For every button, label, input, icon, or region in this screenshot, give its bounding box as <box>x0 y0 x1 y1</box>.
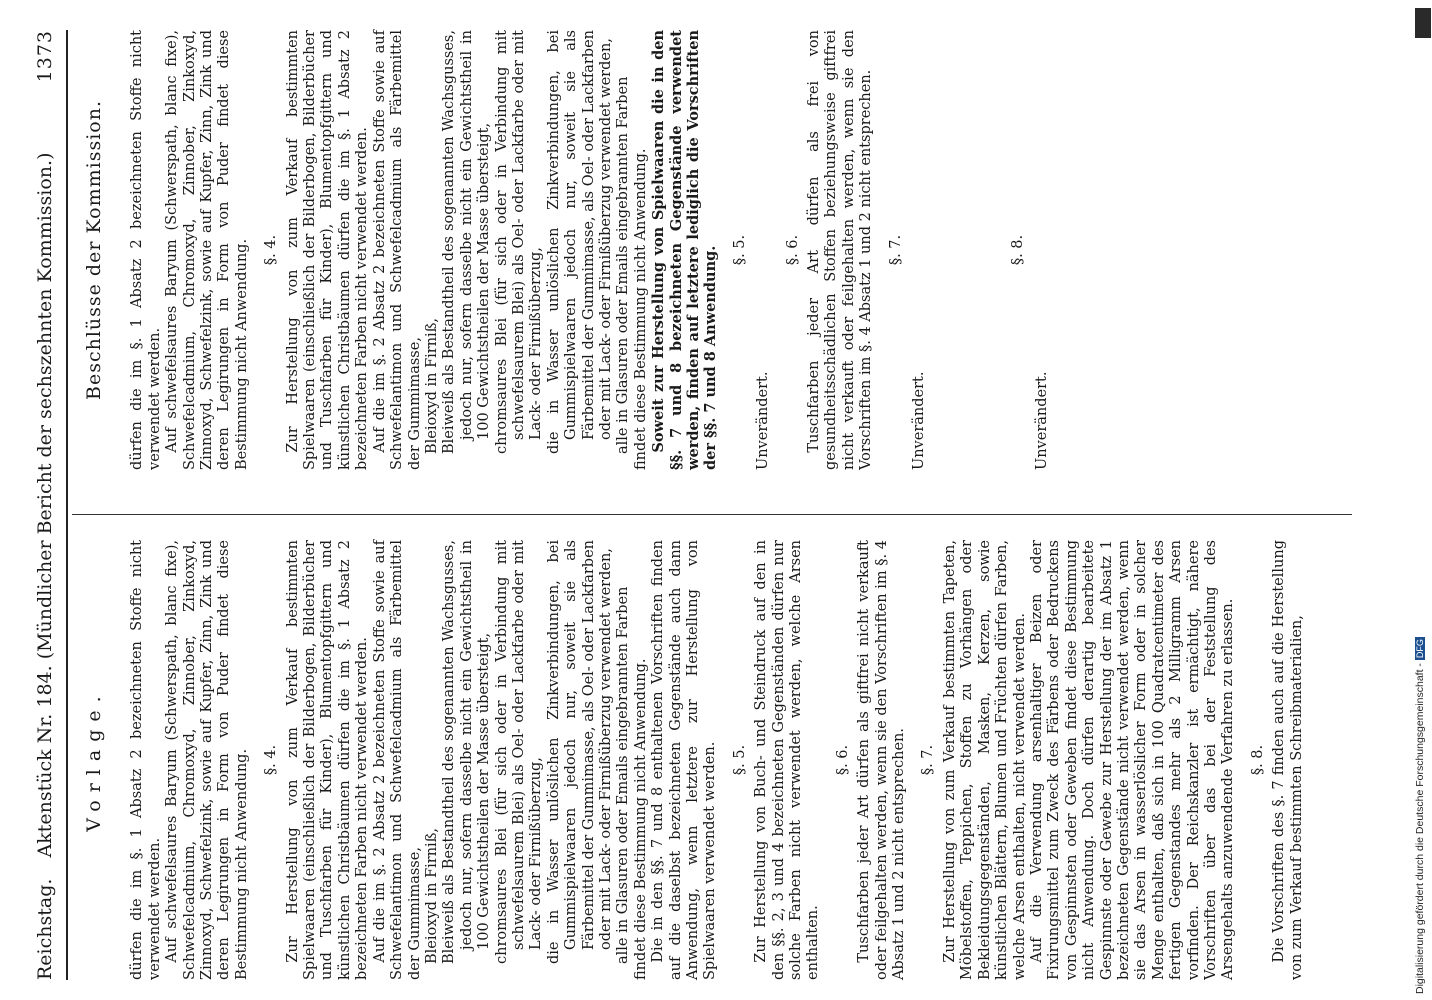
paragraph: Auf die im §. 2 Absatz 2 bezeichneten Stoffe sowie auf Schwefelantimon und Schwefelcadmium als Färbemittel der Gummimasse, <box>371 30 423 470</box>
header-title: Aktenstück Nr. 184. (Mündlicher Bericht der sechszehnten Kommission.) <box>34 152 56 858</box>
column-divider <box>72 514 1352 515</box>
header-left: Reichstag. <box>34 878 56 980</box>
section-title: §. 4. <box>263 234 280 266</box>
list-item: Bleioxyd in Firniß, <box>423 318 440 454</box>
section-title: §. 6. <box>834 744 851 776</box>
paragraph: Die in den §§. 7 und 8 enthaltenen Vorschriften finden auf die daselbst bezeichneten Gegenstände auch dann Anwendung, wenn letztere zur Herstellung von Spielwaaren verwendet werden. <box>650 540 719 980</box>
section-title: §. 7. <box>887 234 904 266</box>
paragraph: Zur Herstellung von zum Verkauf bestimmten Tapeten, Möbelstoffen, Teppichen, Stoffen zu Vorhängen oder Bekleidungsgegenständen, Masken, Kerzen, sowie künstlichen Blättern, Blumen und Früchten dürfen Farben, welche Arsen enthalten, nicht verwendet werden. <box>941 540 1028 980</box>
paragraph: dürfen die im §. 1 Absatz 2 bezeichneten Stoffe nicht verwendet werden. <box>129 540 163 980</box>
section-title: §. 8. <box>1249 744 1266 776</box>
page-header <box>28 30 64 980</box>
header-rule <box>66 30 68 980</box>
column-heading: Vorlage. <box>83 688 105 832</box>
list-item: Bleiweiß als Bestandtheil des sogenannten Wachsgusses, jedoch nur, sofern dasselbe nicht ein Gewichtstheil in 100 Gewichtstheilen der Masse übersteigt, <box>441 30 493 454</box>
credit-tag: DFG <box>1415 639 1425 659</box>
paragraph: Auf schwefelsaures Baryum (Schwerspath, blanc fixe), Schwefelcadmium, Chromoxyd, Zinnober, Zinkoxyd, Zinnoxyd, Schwefelzink, sowie auf Kupfer, Zinn, Zink und deren Legirungen in Form von Puder findet diese Bestimmung nicht Anwendung. <box>164 540 250 980</box>
paragraph: Zur Herstellung von zum Verkauf bestimmten Spielwaaren (einschließlich der Bilderbogen, Bilderbücher und Tuschfarben für Kinder), Blumentopfgittern und künstlichen Christbäumen dürfen die im §. 1 Absatz 2 bezeichneten Farben nicht verwendet werden. <box>284 540 371 980</box>
section-title: §. 6. <box>784 234 801 266</box>
paragraph: dürfen die im §. 1 Absatz 2 bezeichneten Stoffe nicht verwendet werden. <box>129 30 163 470</box>
list-item: die in Wasser unlöslichen Zinkverbindungen, bei Gummispielwaaren jedoch nur, soweit sie als Färbemittel der Gummimasse, als Oel- oder Lackfarben oder mit Lack- oder Firnißüberzug verwendet werden, <box>545 540 614 964</box>
credit-text <box>1414 14 1430 994</box>
section-title: §. 8. <box>1010 234 1027 266</box>
page-number: 1373 <box>34 30 56 83</box>
paragraph: Auf die im §. 2 Absatz 2 bezeichneten Stoffe sowie auf Schwefelantimon und Schwefelcadmium als Färbemittel der Gummimasse, <box>371 540 423 980</box>
unchanged-note: Unverändert. <box>911 371 928 470</box>
list-item: alle in Glasuren oder Emails eingebrannten Farben <box>615 586 632 964</box>
digitization-credit <box>1414 6 1432 996</box>
column-heading: Beschlüsse der Kommission. <box>83 100 105 400</box>
list-item: alle in Glasuren oder Emails eingebrannten Farben <box>615 76 632 454</box>
paragraph: Auf schwefelsaures Baryum (Schwerspath, blanc fixe), Schwefelcadmium, Chromoxyd, Zinnober, Zinkoxyd, Zinnoxyd, Schwefelzink, sowie auf Kupfer, Zinn, Zink und deren Legirungen in Form von Puder findet diese Bestimmung nicht Anwendung. <box>164 30 250 470</box>
paragraph: findet diese Bestimmung nicht Anwendung. <box>632 148 649 470</box>
paragraph: Tuschfarben jeder Art dürfen als giftfrei nicht verkauft oder feilgehalten werden, wenn sie den Vorschriften im §. 4 Absatz 1 und 2 nicht entsprechen. <box>856 540 908 980</box>
paragraph: Zur Herstellung von zum Verkauf bestimmten Spielwaaren (einschließlich der Bilderbogen, Bilderbücher und Tuschfarben für Kinder), Blumentopfgittern und künstlichen Christbäumen dürfen die im §. 1 Absatz 2 bezeichneten Farben nicht verwendet werden. <box>284 30 371 470</box>
paragraph: findet diese Bestimmung nicht Anwendung. <box>632 658 649 980</box>
paragraph: Auf die Verwendung arsenhaltiger Beizen oder Fixirungsmittel zum Zweck des Färbens oder Bedruckens von Gespinnsten oder Geweben findet diese Bestimmung nicht Anwendung. Doch dürfen derartig bearbeitete Gespinnste oder Gewebe zur Herstellung der im Absatz 1 bezeichneten Gegenstände nicht verwendet werden, wenn sie das Arsen in wasserlöslicher Form oder in solcher Menge enthalten, daß sich in 100 Quadratcentimeter des fertigen Gegenstandes mehr als 2 Milligramm Arsen vorfinden. Der Reichskanzler ist ermächtigt, nähere Vorschriften über das bei der Feststellung des Arsengehalts anzuwendende Verfahren zu erlassen. <box>1028 540 1237 980</box>
paragraph: Die Vorschriften des §. 7 finden auch auf die Herstellung von zum Verkauf bestimmten Schreibmaterialien, <box>1271 540 1305 980</box>
paragraph: Zur Herstellung von Buch- und Steindruck auf den in den §§. 2, 3 und 4 bezeichneten Gegenständen dürfen nur solche Farben nicht verwendet werden, welche Arsen enthalten. <box>753 540 822 980</box>
unchanged-note: Unverändert. <box>1033 371 1050 470</box>
list-item: chromsaures Blei (für sich oder in Verbindung mit schwefelsaurem Blei) als Oel- oder Lackfarbe oder mit Lack- oder Firnißüberzug, <box>493 30 545 454</box>
credit-label: Digitalisierung gefördert durch die Deutsche Forschungsgemeinschaft - <box>1414 663 1426 994</box>
unchanged-note: Unverändert. <box>755 371 772 470</box>
paragraph-amended: Soweit zur Herstellung von Spielwaaren die in den §§. 7 und 8 bezeichneten Gegenstände verwendet werden, finden auf letztere lediglich die Vorschriften der §§. 7 und 8 Anwendung. <box>650 30 720 470</box>
list-item: Bleiweiß als Bestandtheil des sogenannten Wachsgusses, jedoch nur, sofern dasselbe nicht ein Gewichtstheil in 100 Gewichtstheilen der Masse übersteigt, <box>441 540 493 964</box>
column-beschluesse <box>80 30 1061 470</box>
section-title: §. 5. <box>731 234 748 266</box>
section-title: §. 4. <box>263 744 280 776</box>
section-title: §. 5. <box>731 744 748 776</box>
column-vorlage <box>80 540 1306 980</box>
list-item: Bleioxyd in Firniß, <box>423 828 440 964</box>
list-item: chromsaures Blei (für sich oder in Verbindung mit schwefelsaurem Blei) als Oel- oder Lackfarbe oder mit Lack- oder Firnißüberzug, <box>493 540 545 964</box>
section-title: §. 7. <box>920 744 937 776</box>
list-item: die in Wasser unlöslichen Zinkverbindungen, bei Gummispielwaaren jedoch nur, soweit sie als Färbemittel der Gummimasse, als Oel- oder Lackfarben oder mit Lack- oder Firnißüberzug verwendet werden, <box>545 30 614 454</box>
paragraph: Tuschfarben jeder Art dürfen als frei von gesundheitsschädlichen Stoffen beziehungsweise giftfrei nicht verkauft oder feilgehalten werden, wenn sie den Vorschriften im §. 4 Absatz 1 und 2 nicht entsprechen. <box>806 30 875 470</box>
